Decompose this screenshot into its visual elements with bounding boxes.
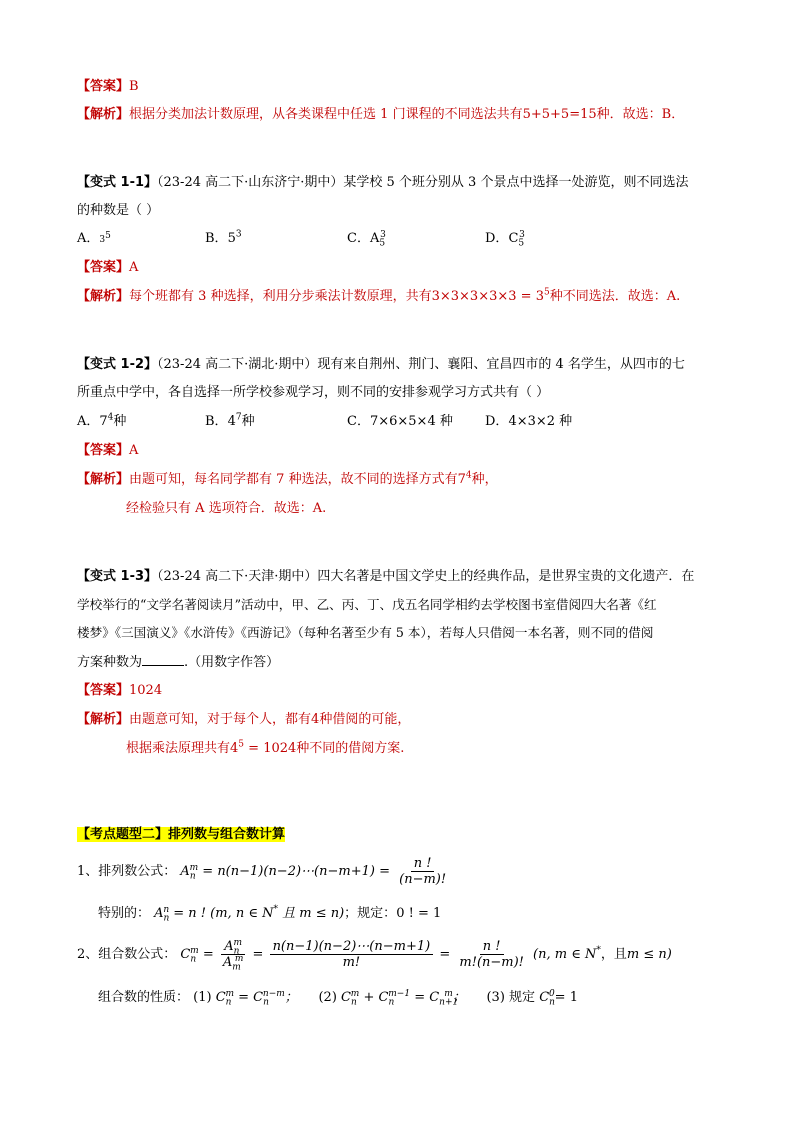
v2-stem-line1: 【变式 1-2】（23-24 高二下·湖北·期中）现有来自荆州、荆门、襄阳、宜昌四市的 4 名学生，从四市的七 <box>77 357 685 372</box>
answer-value: B <box>129 79 139 94</box>
v3-analysis-line2: 根据乘法原理共有$4^5 = 1024$种不同的借阅方案. <box>126 739 405 756</box>
v2-analysis-line2: 经检验只有 A 选项符合．故选：A. <box>126 501 327 516</box>
q0-analysis-line: 【解析】根据分类加法计数原理，从各类课程中任选 1 门课程的不同选法共有5+5+5=15种．故选：B． <box>77 107 685 122</box>
v1-source: （23-24 高二下·山东济宁·期中） <box>157 175 344 190</box>
v1-option-b[interactable]: B．$5^3$ <box>205 229 242 246</box>
v3-analysis-line1: 【解析】由题意可知，对于每个人，都有4种借阅的可能， <box>77 712 411 727</box>
v1-tag: 【变式 1-1】 <box>77 175 158 190</box>
permutation-special-line: 特别的： $A_n^n = n$ ! (m, n ∈ N* 且 m ≤ n)；规定：0 ! = 1 <box>98 904 442 924</box>
fill-in-blank[interactable] <box>142 653 184 666</box>
v1-option-d[interactable]: D．$C_5^3$ <box>485 229 525 249</box>
combination-formula-line: 2、组合数公式： $C_n^m$ = $\frac{A_n^m}{A_m^m}$ = $\frac{n(n-1)(n-2)\cdots(n-m+1)}{m!}$ = $\frac{n !}{m!(n-m)!}$ (n, m ∈ N*，且m ≤ n) <box>77 937 672 973</box>
v2-analysis-line1: 【解析】由题可知，每名同学都有 7 种选法，故不同的选择方式有$7^4$种， <box>77 470 498 487</box>
combination-formula: $C_n^m$ = <box>180 945 214 965</box>
v2-option-a[interactable]: A．$7^4$种 <box>77 412 127 429</box>
permutation-formula-line: 1、排列数公式： $A_n^m$ = n(n−1)(n−2)⋯(n−m+1) = $\frac{n !}{(n-m)!}$ <box>77 856 447 887</box>
v3-answer-line: 【答案】1024 <box>77 683 163 698</box>
analysis-tag: 【解析】 <box>77 107 130 122</box>
v3-stem-line1: 【变式 1-3】（23-24 高二下·天津·期中）四大名著是中国文学史上的经典作品，是世界宝贵的文化遗产．在 <box>77 569 695 584</box>
analysis-formula: 3×3×3×3×3 = 3 <box>431 289 544 304</box>
combination-properties-line: 组合数的性质： (1) $C_n^m = C_n^{n-m}$； (2) $C_n^m + C_n^{m-1} = C_{n+1}^m$； (3) 规定 $C_n^0= 1$ <box>98 988 578 1008</box>
section2-title: 【考点题型二】排列数与组合数计算 <box>77 827 286 842</box>
v3-stem-line3: 楼梦》《三国演义》《水浒传》《西游记》（每种名著至少有 5 本），若每人只借阅一本名著，则不同的借阅 <box>77 625 654 640</box>
v1-option-c[interactable]: C．$A_5^3$ <box>347 229 386 249</box>
v1-option-a[interactable]: A．$3^5$ <box>77 231 111 246</box>
v1-analysis-line: 【解析】每个班都有 3 种选择，利用分步乘法计数原理，共有$3\times 3\times 3\times 3\times 3 = 3^5$种不同选法．故选：A. <box>77 287 681 304</box>
v3-tag: 【变式 1-3】 <box>77 569 158 584</box>
v1-stem-line1: 【变式 1-1】（23-24 高二下·山东济宁·期中）某学校 5 个班分别从 3 个景点中选择一处游览，则不同选法 <box>77 175 689 190</box>
v2-source: （23-24 高二下·湖北·期中） <box>157 357 318 372</box>
answer-tag: 【答案】 <box>77 79 130 94</box>
v2-option-c[interactable]: C．7×6×5×4 种 <box>347 414 453 429</box>
analysis-formula: 5+5+5=15 <box>522 107 597 122</box>
v2-stem-line2: 所重点中学中，各自选择一所学校参观学习，则不同的安排参观学习方式共有（ ） <box>77 385 550 400</box>
v1-answer-line: 【答案】A <box>77 260 139 275</box>
v2-option-d[interactable]: D．4×3×2 种 <box>485 414 573 429</box>
v2-option-b[interactable]: B．$4^7$种 <box>205 412 255 429</box>
v3-source: （23-24 高二下·天津·期中） <box>157 569 318 584</box>
v2-tag: 【变式 1-2】 <box>77 357 158 372</box>
permutation-formula: $A_n^m$ = n(n−1)(n−2)⋯(n−m+1) = <box>180 862 390 882</box>
q0-answer-line <box>77 78 139 96</box>
v2-answer-line: 【答案】A <box>77 443 139 458</box>
v3-stem-line4: 方案种数为 .（用数字作答） <box>77 655 280 670</box>
v1-stem-line2: 的种数是（ ） <box>77 203 160 218</box>
v3-stem-line2: 学校举行的“文学名著阅读月”活动中，甲、乙、丙、丁、戊五名同学相约去学校图书室借阅四大名著《红 <box>77 597 657 612</box>
